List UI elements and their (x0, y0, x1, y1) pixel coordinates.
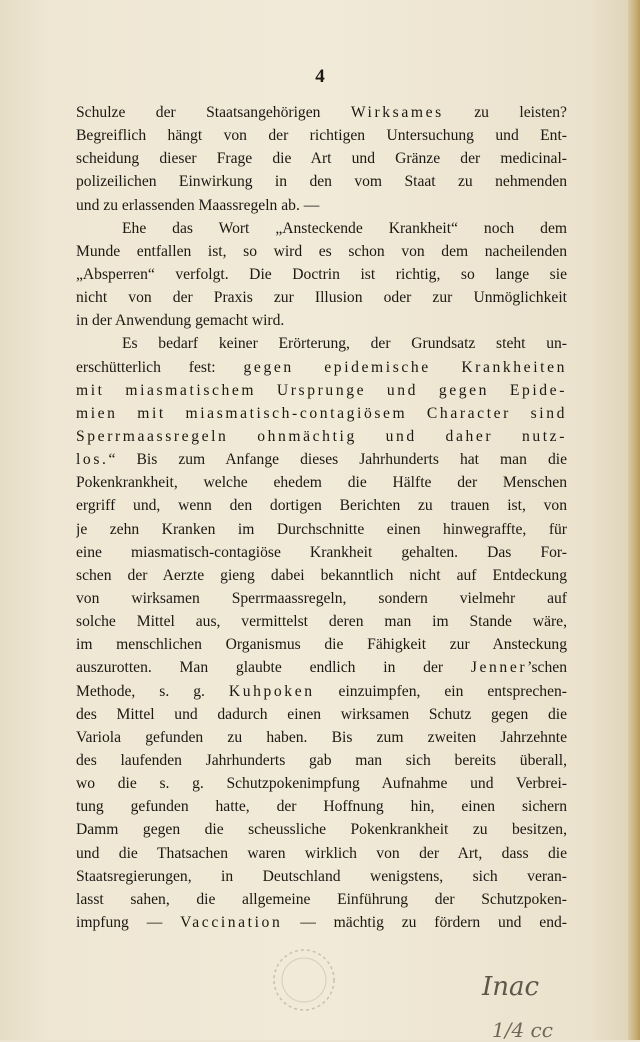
text-span: Schulze der Staatsangehörigen (76, 104, 351, 121)
text-span: lasst sahen, die allgemeine Einführung der Schutzpoken- (76, 890, 567, 908)
text-span: scheidung dieser Frage die Art und Gränze der medicinal- (76, 150, 567, 168)
text-line (76, 541, 567, 564)
text-line (76, 610, 567, 633)
text-line (76, 795, 567, 818)
spaced-emphasis-text: Vaccination (180, 913, 283, 931)
text-line (76, 726, 567, 749)
text-line (76, 425, 567, 448)
text-span: Pokenkrankheit, welche ehedem die Hälfte der Menschen (76, 474, 567, 492)
text-span: — mächtig zu fördern und end- (282, 913, 567, 931)
text-line (76, 332, 567, 355)
text-line (76, 680, 567, 703)
page-edge-shadow (628, 0, 640, 1040)
text-span: Begreiflich hängt von der richtigen Untersuchung und Ent- (76, 127, 567, 145)
spaced-emphasis-text: mien mit miasmatisch-contagiösem Character sind (76, 404, 567, 422)
handwritten-note: Inac (482, 972, 540, 1002)
text-span: Es bedarf keiner Erörterung, der Grundsatz steht un- (122, 335, 567, 353)
text-line (76, 518, 567, 541)
text-line (76, 402, 567, 425)
text-span: Munde entfallen ist, so wird es schon von dem nacheilenden (76, 242, 567, 260)
text-span: Ehe das Wort „Ansteckende Krankheit“ noch dem (122, 219, 567, 237)
text-line (76, 865, 567, 888)
text-span: des Mittel und dadurch einen wirksamen Schutz gegen die (76, 705, 567, 723)
text-line (76, 818, 567, 841)
spaced-emphasis-text: Wirksames (350, 104, 444, 121)
text-span: solche Mittel aus, vermittelst deren man im Stande wäre, (76, 613, 567, 631)
text-span: eine miasmatisch-contagiöse Krankheit gehalten. Das For- (76, 543, 567, 561)
text-span: “ Bis zum Anfange dieses Jahrhunderts hat man die (108, 451, 567, 469)
text-span: zu leisten? (443, 104, 567, 121)
text-span: ergriff und, wenn den dortigen Berichten zu trauen ist, von (76, 497, 567, 515)
text-span: tung gefunden hatte, der Hoffnung hin, einen sichern (76, 798, 567, 816)
text-line (76, 309, 567, 332)
text-span: Methode, s. g. (76, 682, 229, 700)
text-line (76, 587, 567, 610)
text-line (76, 194, 567, 217)
text-line (76, 379, 567, 402)
spaced-emphasis-text: Kuhpoken (228, 682, 315, 700)
text-span: auszurotten. Man glaubte endlich in der (76, 659, 471, 677)
text-span: Variola gefunden zu haben. Bis zum zweiten Jahrzehnte (76, 728, 567, 746)
text-span: erschütterlich fest: (76, 358, 244, 376)
text-line (76, 564, 567, 587)
text-line (76, 842, 567, 865)
spaced-emphasis-text: los. (76, 451, 109, 469)
text-line (76, 703, 567, 726)
text-span: und die Thatsachen waren wirklich von der Art, dass die (76, 844, 567, 862)
text-span: schen der Aerzte gieng dabei bekanntlich nicht auf Entdeckung (76, 566, 567, 584)
text-line (76, 772, 567, 795)
library-stamp (268, 944, 340, 1016)
text-line (76, 494, 567, 517)
text-span: impfung — (76, 913, 181, 931)
page-number: 4 (315, 66, 325, 87)
text-span: des laufenden Jahrhunderts gab man sich bereits überall, (76, 751, 567, 769)
text-span: einzuimpfen, ein entsprechen- (314, 682, 567, 700)
text-line (76, 888, 567, 911)
text-line (76, 911, 567, 934)
text-line (76, 147, 567, 170)
text-line (76, 170, 567, 193)
text-line (76, 263, 567, 286)
text-span: nicht von der Praxis zur Illusion oder zur Unmöglichkeit (76, 289, 567, 307)
text-line (76, 749, 567, 772)
text-span: „Absperren“ verfolgt. Die Doctrin ist richtig, so lange sie (76, 265, 567, 283)
spaced-emphasis-text: Sperrmaassregeln ohnmächtig und daher nutz- (76, 427, 567, 445)
spaced-emphasis-text: Jenner (470, 659, 528, 677)
text-span: Damm gegen die scheussliche Pokenkrankheit zu besitzen, (76, 821, 567, 839)
text-line (76, 286, 567, 309)
text-span: von wirksamen Sperrmaassregeln, sondern vielmehr auf (76, 589, 567, 607)
text-line (76, 124, 567, 147)
text-span: ’schen (527, 659, 567, 677)
spaced-emphasis-text: mit miasmatischem Ursprunge und gegen Epide- (76, 381, 567, 399)
text-line (76, 448, 567, 471)
text-span: und zu erlassenden Maassregeln ab. — (76, 196, 320, 214)
text-span: wo die s. g. Schutzpokenimpfung Aufnahme und Verbrei- (76, 775, 567, 793)
text-line (76, 240, 567, 263)
text-span: polizeilichen Einwirkung in den vom Staat zu nehmenden (76, 173, 567, 191)
spaced-emphasis-text: gegen epidemische Krankheiten (243, 358, 567, 376)
text-line (76, 471, 567, 494)
text-span: im menschlichen Organismus die Fähigkeit zur Ansteckung (76, 636, 567, 654)
text-span: je zehn Kranken im Durchschnitte einen hinwegraffte, für (76, 520, 567, 538)
handwritten-note-2: 1/4 cc (492, 1018, 553, 1042)
text-line (76, 217, 567, 240)
text-span: in der Anwendung gemacht wird. (76, 312, 285, 330)
text-span: Staatsregierungen, in Deutschland wenigstens, sich veran- (76, 867, 567, 885)
text-line (76, 633, 567, 656)
text-line (76, 656, 567, 679)
text-line (76, 356, 567, 379)
text-line (76, 101, 567, 124)
body-text (76, 101, 567, 934)
